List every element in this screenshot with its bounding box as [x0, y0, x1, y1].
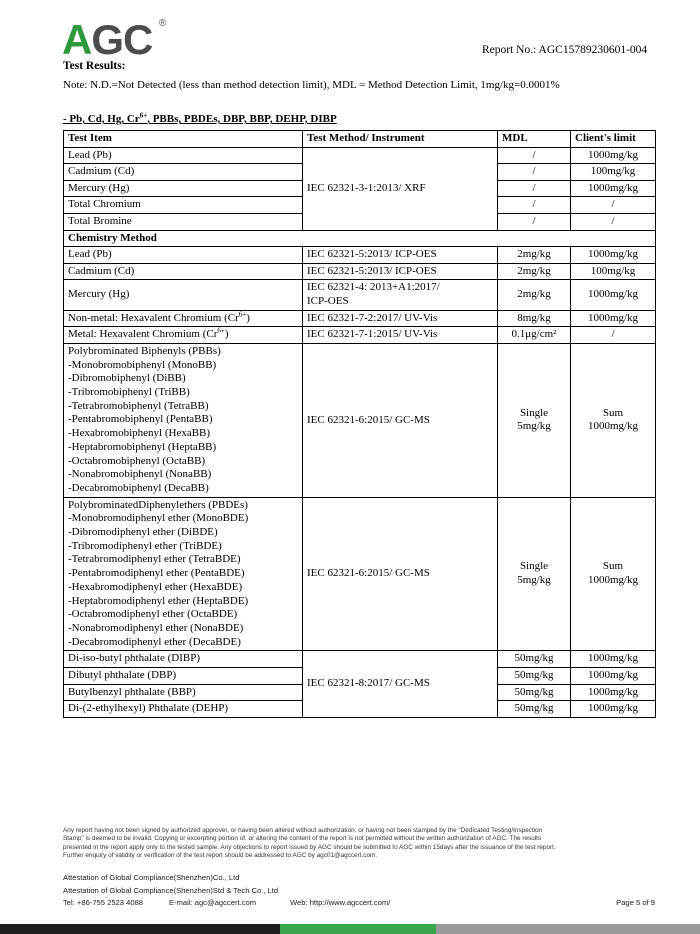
test-method: IEC 62321-5:2013/ ICP-OES: [303, 263, 498, 280]
email-link[interactable]: E-mail: agc@agccert.com: [169, 898, 257, 907]
test-item: Cadmium (Cd): [64, 263, 303, 280]
limit-value: /: [571, 197, 656, 214]
footer-bar-dark: [0, 924, 280, 934]
mdl-value: 50mg/kg: [498, 668, 571, 685]
chemistry-method-heading: Chemistry Method: [64, 230, 656, 247]
test-item: Di-iso-butyl phthalate (DIBP): [64, 651, 303, 668]
pbb-row: [64, 343, 656, 497]
mdl-value: /: [498, 213, 571, 230]
limit-value: 1000mg/kg: [571, 280, 656, 310]
test-item: Mercury (Hg): [64, 280, 303, 310]
test-method: IEC 62321-5:2013/ ICP-OES: [303, 247, 498, 264]
mdl-value: /: [498, 180, 571, 197]
note-text: Note: N.D.=Not Detected (less than method detection limit), MDL = Method Detection Limit, 1mg/kg=0.0001%: [63, 79, 560, 91]
limit-value: 1000mg/kg: [571, 180, 656, 197]
limit-value: /: [571, 327, 656, 344]
website-link[interactable]: Web: http://www.agccert.com/: [290, 898, 391, 907]
test-method: IEC 62321-7-1:2015/ UV-Vis: [303, 327, 498, 344]
mdl-value: 0.1μg/cm²: [498, 327, 571, 344]
pbde-row: [64, 497, 656, 651]
test-item: Lead (Pb): [64, 247, 303, 264]
table-row: [64, 263, 656, 280]
header-mdl: MDL: [498, 131, 571, 148]
table-row: [64, 651, 656, 668]
mdl-value: 8mg/kg: [498, 310, 571, 327]
limit-value: 1000mg/kg: [571, 684, 656, 701]
limit-value: 1000mg/kg: [571, 651, 656, 668]
test-item: Mercury (Hg): [64, 180, 303, 197]
pbb-item-list: Polybrominated Biphenyls (PBBs) -Monobromobiphenyl (MonoBB) -Dibromobiphenyl (DiBB) -Tribromobiphenyl (TriBB) -Tetrabromobiphenyl (TetraBB) -Pentabromobiphenyl (PentaBB) -Hexabromobiphenyl (HexaBB) -Heptabromobiphenyl (HeptaBB) -Octabromobiphenyl (OctaBB) -Nonabromobiphenyl (NonaBB) -Decabromobiphenyl (DecaBB): [64, 343, 303, 497]
attestation-line-2: Attestation of Global Compliance(Shenzhen)Std & Tech Co., Ltd: [63, 886, 279, 895]
table-row: [64, 147, 656, 164]
mdl-value: Single 5mg/kg: [498, 343, 571, 497]
footer-bar-gray: [436, 924, 700, 934]
limit-value: /: [571, 213, 656, 230]
mdl-value: 50mg/kg: [498, 651, 571, 668]
test-item: Di-(2-ethylhexyl) Phthalate (DEHP): [64, 701, 303, 718]
test-item: Dibutyl phthalate (DBP): [64, 668, 303, 685]
chemistry-method-row: [64, 230, 656, 247]
footer-bar-green: [280, 924, 436, 934]
svg-text:AGC: AGC: [62, 16, 153, 60]
disclaimer-text: Any report having not been signed by authorized approver, or having been altered without authorization, or having not been stamped by the "Dedicated Testing/Inspection Stamp" is deemed to be invalid. Copying or excerpting portion of, or altering the content of the report is not permitted without the written authorization of AGC. The results presented in the report apply only to the tested sample. Any objections to report issued by AGC should be submitted to AGC within 15days after the issuance of the test report. Further enquiry of validity or verification of the test report should be addressed to AGC by agc01@agccert.com.: [63, 827, 556, 859]
header-client-limit: Client's limit: [571, 131, 656, 148]
test-item: Lead (Pb): [64, 147, 303, 164]
test-method: IEC 62321-6:2015/ GC-MS: [303, 497, 498, 651]
limit-value: 100mg/kg: [571, 164, 656, 181]
table-row: [64, 327, 656, 344]
mdl-value: /: [498, 164, 571, 181]
limit-value: 1000mg/kg: [571, 310, 656, 327]
limit-value: 1000mg/kg: [571, 247, 656, 264]
mdl-value: Single 5mg/kg: [498, 497, 571, 651]
page-number: Page 5 of 9: [616, 898, 655, 907]
table-header-row: [64, 131, 656, 148]
telephone: Tel: +86-755 2523 4088: [63, 898, 144, 907]
mdl-value: /: [498, 197, 571, 214]
limit-value: 1000mg/kg: [571, 147, 656, 164]
header-test-item: Test Item: [64, 131, 303, 148]
section-title: - Pb, Cd, Hg, $Cr^{6+}$, PBBs, PBDEs, DBP, BBP, DEHP, DIBP: [63, 111, 337, 125]
test-method: IEC 62321-8:2017/ GC-MS: [303, 651, 498, 717]
header-test-method: Test Method/ Instrument: [303, 131, 498, 148]
test-method: IEC 62321-6:2015/ GC-MS: [303, 343, 498, 497]
svg-text:®: ®: [159, 18, 167, 29]
test-item: Total Bromine: [64, 213, 303, 230]
test-method: IEC 62321-3-1:2013/ XRF: [303, 147, 498, 230]
mdl-value: /: [498, 147, 571, 164]
attestation-line-1: Attestation of Global Compliance(Shenzhen)Co., Ltd: [63, 873, 240, 882]
mdl-value: 2mg/kg: [498, 247, 571, 264]
mdl-value: 2mg/kg: [498, 280, 571, 310]
test-method: IEC 62321-7-2:2017/ UV-Vis: [303, 310, 498, 327]
results-table: [63, 130, 656, 718]
test-item: Non-metal: Hexavalent Chromium $(Cr^{6+})$: [64, 310, 303, 327]
mdl-value: 50mg/kg: [498, 684, 571, 701]
limit-value: Sum 1000mg/kg: [571, 497, 656, 651]
pbde-item-list: PolybrominatedDiphenylethers (PBDEs) -Monobromodiphenyl ether (MonoBDE) -Dibromodiphenyl ether (DiBDE) -Tribromodiphenyl ether (TriBDE) -Tetrabromodiphenyl ether (TetraBDE) -Pentabromodiphenyl ether (PentaBDE) -Hexabromodiphenyl ether (HexaBDE) -Heptabromodiphenyl ether (HeptaBDE) -Octabromodiphenyl ether (OctaBDE) -Nonabromodiphenyl ether (NonaBDE) -Decabromodiphenyl ether (DecaBDE): [64, 497, 303, 651]
limit-value: Sum 1000mg/kg: [571, 343, 656, 497]
limit-value: 100mg/kg: [571, 263, 656, 280]
table-row: [64, 280, 656, 310]
test-item: Cadmium (Cd): [64, 164, 303, 181]
limit-value: 1000mg/kg: [571, 668, 656, 685]
table-row: [64, 247, 656, 264]
table-row: [64, 310, 656, 327]
report-number: Report No.: AGC15789230601-004: [482, 44, 648, 56]
test-results-heading: Test Results:: [63, 60, 126, 72]
test-item: Metal: Hexavalent Chromium $(Cr^{6+})$: [64, 327, 303, 344]
mdl-value: 2mg/kg: [498, 263, 571, 280]
test-item: Total Chromium: [64, 197, 303, 214]
test-method: IEC 62321-4: 2013+A1:2017/ ICP-OES: [303, 280, 498, 310]
agc-logo: [62, 16, 172, 60]
limit-value: 1000mg/kg: [571, 701, 656, 718]
mdl-value: 50mg/kg: [498, 701, 571, 718]
test-item: Butylbenzyl phthalate (BBP): [64, 684, 303, 701]
